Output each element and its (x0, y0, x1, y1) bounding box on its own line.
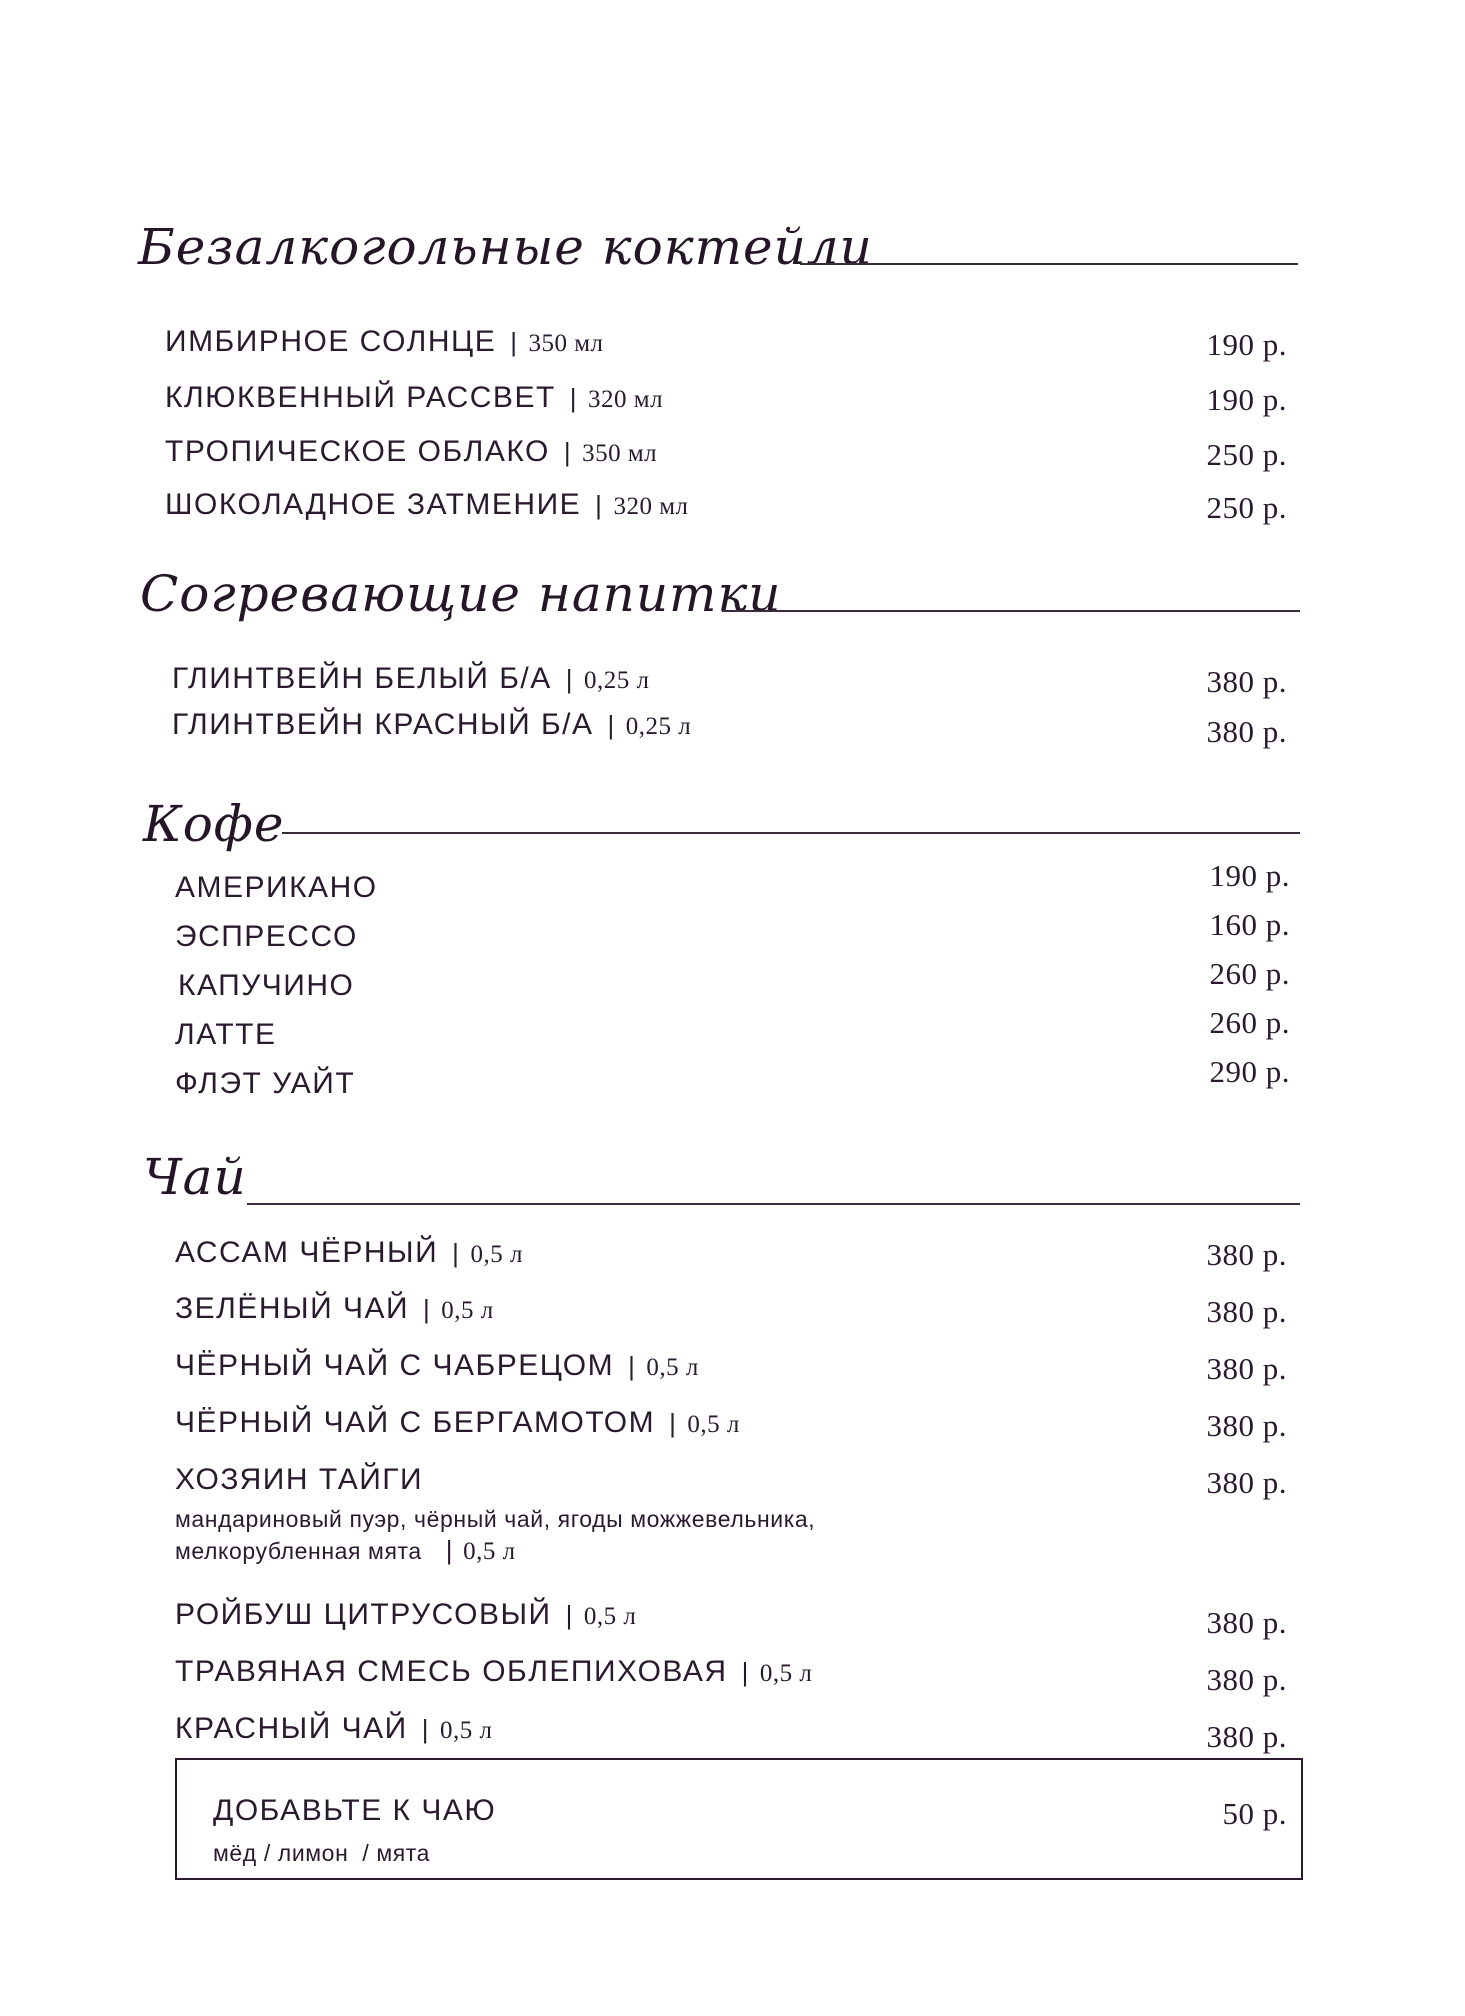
item-name: ТРОПИЧЕСКОЕ ОБЛАКО (165, 435, 550, 468)
item-volume: 0,5 л (439, 1717, 493, 1744)
description-line: мандариновый пуэр, чёрный чай, ягоды можжевельника, (175, 1506, 816, 1532)
section-title-coffee: Кофе (143, 795, 285, 853)
item-price: 380 р. (1206, 1605, 1287, 1640)
item-name: ЗЕЛЁНЫЙ ЧАЙ (175, 1292, 410, 1325)
menu-item (175, 1655, 812, 1689)
menu-item (165, 488, 688, 522)
section-rule (722, 610, 1300, 612)
menu-item (175, 1292, 494, 1326)
item-volume: 320 мл (588, 386, 664, 413)
section-title-tea: Чай (143, 1148, 247, 1206)
separator: | (595, 490, 604, 520)
menu-item (172, 708, 691, 742)
item-volume: 0,25 л (584, 667, 650, 694)
separator: | (569, 383, 579, 413)
separator: | (510, 327, 519, 357)
item-volume: 0,25 л (625, 713, 692, 740)
item-price: 160 р. (1209, 907, 1290, 942)
menu-item (175, 1406, 740, 1440)
item-price: 250 р. (1206, 437, 1287, 472)
separator: | (565, 664, 575, 694)
separator: | (628, 1351, 637, 1381)
item-price: 190 р. (1209, 858, 1290, 893)
section-rule (800, 263, 1298, 265)
item-name: ХОЗЯИН ТАЙГИ (175, 1463, 424, 1496)
item-name: КАПУЧИНО (178, 969, 355, 1002)
item-name: ГЛИНТВЕЙН КРАСНЫЙ Б/А (172, 708, 594, 741)
item-price: 380 р. (1206, 1351, 1287, 1386)
item-name: ЧЁРНЫЙ ЧАЙ С ЧАБРЕЦОМ (175, 1349, 615, 1382)
item-price: 380 р. (1206, 1408, 1287, 1443)
item-name: ИМБИРНОЕ СОЛНЦЕ (165, 325, 497, 358)
item-volume: 350 мл (528, 330, 604, 357)
item-name: АМЕРИКАНО (175, 871, 378, 904)
menu-item (175, 1018, 277, 1052)
separator: | (423, 1294, 432, 1324)
item-price: 380 р. (1206, 714, 1287, 749)
item-price: 380 р. (1206, 1237, 1287, 1272)
separator: | (563, 437, 573, 467)
item-price: 380 р. (1206, 1294, 1287, 1329)
separator: | (741, 1657, 750, 1687)
separator: | (445, 1535, 454, 1565)
menu-item (175, 1598, 636, 1632)
item-price: 380 р. (1206, 1662, 1287, 1697)
item-name: КРАСНЫЙ ЧАЙ (175, 1712, 408, 1745)
menu-item (178, 969, 354, 1003)
separator: | (607, 710, 616, 740)
item-price: 290 р. (1209, 1054, 1290, 1089)
separator: | (452, 1238, 461, 1268)
item-volume: 0,5 л (463, 1538, 516, 1565)
menu-item (175, 1712, 492, 1746)
menu-item (175, 920, 358, 954)
item-volume: 0,5 л (470, 1241, 523, 1268)
item-name: ФЛЭТ УАЙТ (175, 1067, 356, 1100)
item-description (175, 1504, 815, 1567)
item-name: ЛАТТЕ (175, 1018, 277, 1051)
item-price: 190 р. (1206, 382, 1287, 417)
item-name: ЭСПРЕССО (175, 920, 358, 953)
section-rule (282, 832, 1300, 834)
separator: | (565, 1600, 574, 1630)
item-name: ГЛИНТВЕЙН БЕЛЫЙ Б/А (172, 662, 552, 695)
item-name: ТРАВЯНАЯ СМЕСЬ ОБЛЕПИХОВАЯ (175, 1655, 728, 1688)
addon-price: 50 р. (1222, 1796, 1287, 1831)
menu-item (175, 871, 378, 905)
item-volume: 0,5 л (583, 1603, 637, 1630)
item-name: КЛЮКВЕННЫЙ РАССВЕТ (165, 381, 556, 414)
addon-options: мёд / лимон / мята (213, 1840, 431, 1866)
separator: | (421, 1714, 430, 1744)
addon-title: ДОБАВЬТЕ К ЧАЮ (213, 1794, 497, 1827)
item-volume: 320 мл (613, 493, 689, 520)
item-volume: 0,5 л (646, 1354, 699, 1381)
menu-item (165, 435, 657, 469)
item-name: ЧЁРНЫЙ ЧАЙ С БЕРГАМОТОМ (175, 1406, 656, 1439)
section-title-warming: Согревающие напитки (140, 565, 782, 623)
item-name: АССАМ ЧЁРНЫЙ (175, 1236, 439, 1269)
item-price: 380 р. (1206, 1719, 1287, 1754)
item-name: ШОКОЛАДНОЕ ЗАТМЕНИЕ (165, 488, 582, 521)
menu-item (175, 1349, 699, 1383)
item-volume: 0,5 л (759, 1660, 813, 1687)
section-rule (247, 1203, 1300, 1205)
item-volume: 350 мл (582, 440, 658, 467)
item-price: 190 р. (1206, 327, 1287, 362)
menu-item (165, 381, 663, 415)
item-price: 250 р. (1206, 490, 1287, 525)
menu-item (175, 1067, 355, 1101)
menu-item (175, 1236, 523, 1270)
menu-item (172, 662, 650, 696)
section-title-cocktails: Безалкогольные коктейли (138, 218, 873, 276)
menu-item (175, 1463, 423, 1497)
item-price: 260 р. (1209, 1005, 1290, 1040)
item-price: 380 р. (1206, 1465, 1287, 1500)
item-name: РОЙБУШ ЦИТРУСОВЫЙ (175, 1598, 552, 1631)
separator: | (669, 1408, 678, 1438)
item-volume: 0,5 л (441, 1297, 494, 1324)
item-volume: 0,5 л (687, 1411, 740, 1438)
menu-item (165, 325, 604, 359)
item-price: 380 р. (1206, 664, 1287, 699)
description-line: мелкорубленная мята | 0,5 л (175, 1535, 516, 1565)
item-price: 260 р. (1209, 956, 1290, 991)
